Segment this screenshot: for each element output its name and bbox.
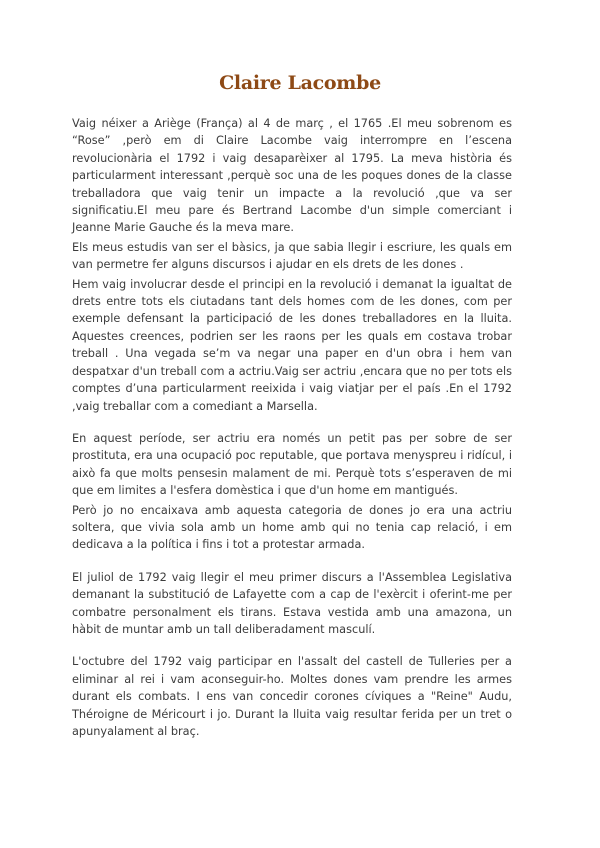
paragraph-first-speech: El juliol de 1792 vaig llegir el meu primer discurs a l'Assemblea Legislativa demanant la substitució de Lafayette com a cap de l'exèrcit i oferint-me per combatre personalment els tirans. Estava vestida amb una amazona, un hàbit de muntar amb un tall deliberadament masculí.: [72, 570, 512, 636]
paragraph-birth: Vaig néixer a Ariège (França) al 4 de març , el 1765 .El meu sobrenom es “Rose” ,però em di Claire Lacombe vaig interrompre en l’escena revolucionària el 1792 i vaig desaparèixer al 1795. La meva història és particularment interessant ,perquè soc una de les poques dones de la classe treballadora que vaig tenir un impacte a la revolució ,que va ser significatiu.El meu pare és Bertrand Lacombe d'un simple comerciant i Jeanne Marie Gauche és la meva mare.: [72, 117, 512, 235]
document-body: [72, 115, 512, 740]
paragraph-education: Els meus estudis van ser el bàsics, ja que sabia llegir i escriure, les quals em van permetre fer alguns discursos i ajudar en els drets de les dones .: [72, 240, 512, 272]
paragraph-tuileries: L'octubre del 1792 vaig participar en l'assalt del castell de Tulleries per a eliminar al rei i vam aconseguir-ho. Moltes dones vam prendre les armes durant els combats. I ens van concedir corones cíviques a "Reine" Audu, Théroigne de Méricourt i jo. Durant la lluita vaig resultar ferida per un tret o apunyalament al braç.: [72, 655, 512, 738]
paragraph-actress-period: En aquest període, ser actriu era només un petit pas per sobre de ser prostituta, era una ocupació poc reputable, que portava menyspreu i ridícul, i això fa que molts pensesin malament de mi. Perquè tots s’esperaven de mi que em limites a l'esfera domèstica i que d'un home em mantigués.: [72, 431, 512, 498]
paragraph-involvement: Hem vaig involucrar desde el principi en la revolució i demanat la igualtat de drets entre tots els ciutadans tant dels homes com de les dones, com per exemple defensant la participació de les dones treballadores en la lluita. Aquestes creences, podrien ser les raons per les quals em costava trobar treball . Una vegada se’m va negar una paper en d'un obra i hem van despatxar d'un treball com a actriu.Vaig ser actriu ,encara que no per tots els comptes d’una particularment reeixida i vaig viatjar per el país .En el 1792 ,vaig treballar com a comediant a Marsella.: [72, 277, 512, 413]
document-title: Claire Lacombe: [219, 72, 381, 94]
paragraph-single-actress: Però jo no encaixava amb aquesta categoria de dones jo era una actriu soltera, que vivia sola amb un home amb qui no tenia cap relació, i em dedicava a la política i fins i tot a protestar armada.: [72, 503, 512, 552]
